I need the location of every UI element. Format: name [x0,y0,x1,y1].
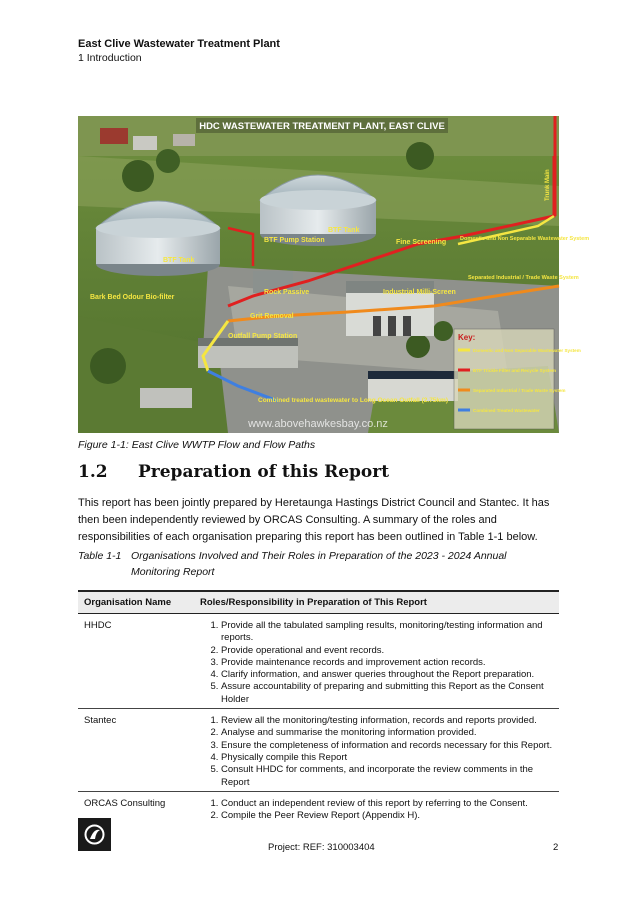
role-item: 1. Provide all the tabulated sampling results, monitoring/testing information and reports. [221,620,553,645]
table-caption-line1: Organisations Involved and Their Roles in Preparation of the 2023 - 2024 Annual [131,550,507,562]
label-bark-bed: Bark Bed Odour Bio-filter [90,294,175,301]
label-domestic-non-separable: Domestic and Non Separable Wastewater System [460,236,590,242]
role-item: 4. Clarify information, and answer queries throughout the Report preparation. [221,669,553,681]
flow-key [454,329,581,429]
label-combined-treated: Combined treated wastewater to Long Ocean Outfall (2.75km) [258,397,448,404]
table-row [78,791,559,824]
role-item: 5. Consult HHDC for comments, and incorporate the review comments in the Report [221,764,553,789]
document-title: East Clive Wastewater Treatment Plant [78,38,280,50]
table-caption-number: Table 1-1 [78,550,122,562]
role-item: 3. Ensure the completeness of information and records necessary for this Report. [221,740,553,752]
label-separated-industrial: Separated Industrial / Trade Waste System [468,275,579,281]
role-item: 3. Provide maintenance records and improvement action records. [221,657,553,669]
roles-cell [194,791,559,824]
label-grit-removal: Grit Removal [250,313,294,320]
organisation-name: Stantec [78,709,194,792]
document-section: 1 Introduction [78,52,142,64]
role-item: 2. Provide operational and event records. [221,645,553,657]
key-title: Key: [458,333,476,342]
wwtp-aerial-photo [78,116,590,433]
label-industrial-milli-screen: Industrial Milli-Screen [383,289,456,296]
roles-list [200,620,553,706]
watermark: www.abovehawkesbay.co.nz [248,418,388,430]
section-title: Preparation of this Report [138,462,390,482]
footer-page-number: 2 [553,842,559,853]
column-header-roles: Roles/Responsibility in Preparation of This Report [194,591,559,614]
label-btf-pump-station: BTF Pump Station [264,237,325,244]
photo-title: HDC WASTEWATER TREATMENT PLANT, EAST CLIVE [199,121,445,132]
table-row [78,709,559,792]
figure-caption: Figure 1-1: East Clive WWTP Flow and Flow Paths [78,439,316,451]
column-header-organisation: Organisation Name [78,591,194,614]
role-item: 1. Conduct an independent review of this report by referring to the Consent. [221,798,553,810]
role-item: 2. Analyse and summarise the monitoring information provided. [221,727,553,739]
footer-project-ref: Project: REF: 310003404 [268,842,375,853]
company-logo [78,818,111,851]
table-row [78,614,559,709]
label-btf-tank-right: BTF Tank [328,227,360,234]
label-trunk-main: Trunk Main [545,169,551,201]
role-item: 4. Physically compile this Report [221,752,553,764]
organisation-name: ORCAS Consulting [84,797,166,809]
organisation-name: HHDC [78,614,194,709]
role-item: 2. Compile the Peer Review Report (Appendix H). [221,810,553,822]
role-item: 5. Assure accountability of preparing and submitting this Report as the Consent Holder [221,681,553,706]
table-caption [78,549,560,580]
table-caption-line2: Monitoring Report [131,565,215,578]
section-number: 1.2 [78,462,108,482]
label-btf-tank-left: BTF Tank [163,257,195,264]
roles-cell [194,709,559,792]
label-rock-passive: Rock Passive [264,289,310,296]
key-label: Combined Treated Wastewater [473,408,540,413]
roles-list [200,798,553,823]
section-heading [78,462,389,482]
key-label: BTF Trickle Filter and Recycle System [473,368,556,373]
label-outfall-pump-station: Outfall Pump Station [228,333,298,340]
role-item: 1. Review all the monitoring/testing information, records and reports provided. [221,715,553,727]
roles-list [200,715,553,789]
key-label: Separated Industrial / Trade Waste System [473,388,566,393]
roles-table [78,590,559,824]
intro-paragraph: This report has been jointly prepared by Heretaunga Hastings District Council and Stantec. It has then been independently reviewed by ORCAS Consulting. A summary of the roles and responsibilities of each organisation preparing this report has been outlined in Table 1-1 below. [78,497,550,543]
label-fine-screening: Fine Screening [396,239,447,246]
roles-cell [194,614,559,709]
key-label: Domestic and Non Separable Wastewater System [473,348,581,353]
